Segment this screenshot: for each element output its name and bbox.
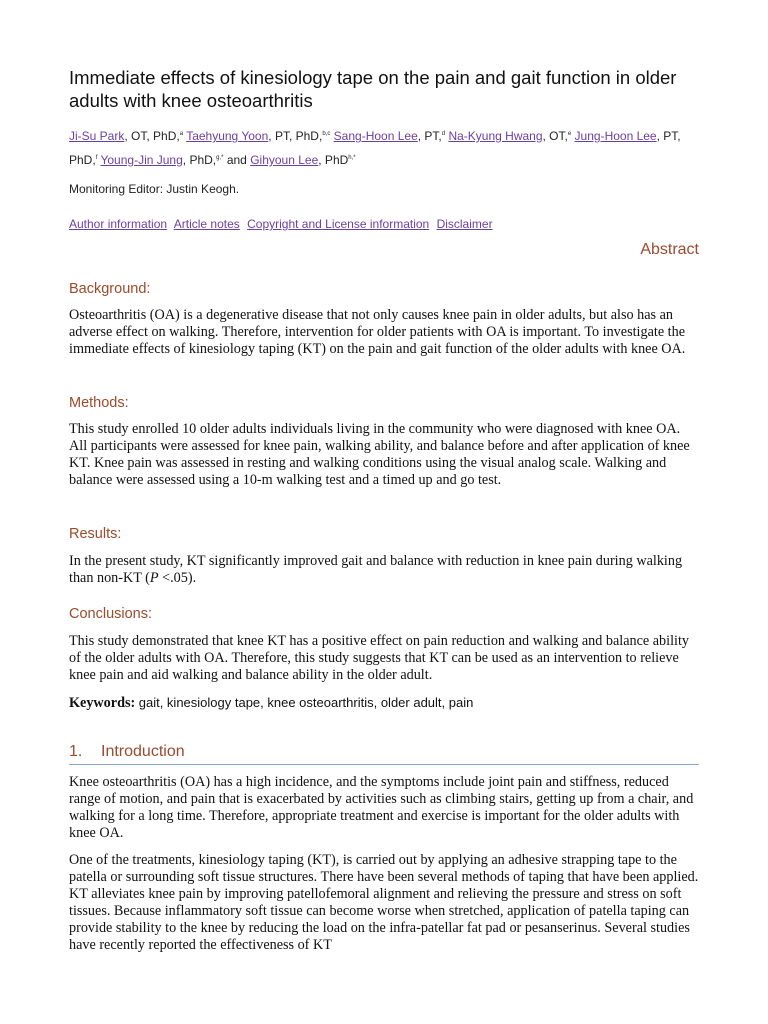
methods-heading: Methods: (69, 395, 129, 411)
author-link-hwang[interactable]: Na-Kyung Hwang (448, 129, 543, 143)
authors-and: and (226, 153, 247, 167)
author-link-yoon[interactable]: Taehyung Yoon (186, 129, 269, 143)
conclusions-text: This study demonstrated that knee KT has a positive effect on pain reduction and walking and balance ability of the older adults with OA. Therefore, this study suggests that KT can be used as an intervention to relieve knee pain and aid walking and balance ability in the older adult. (69, 633, 690, 683)
abstract-heading: Abstract (640, 241, 699, 258)
author-link-jung[interactable]: Young-Jin Jung (100, 153, 183, 167)
keywords-value: gait, kinesiology tape, knee osteoarthritis, older adult, pain (138, 695, 474, 710)
author-link-park[interactable]: Ji-Su Park (69, 129, 125, 143)
introduction-heading: 1. Introduction (69, 743, 699, 765)
article-title: Immediate effects of kinesiology tape on the pain and gait function in older adults with knee osteoarthritis (69, 67, 677, 111)
methods-text: This study enrolled 10 older adults individuals living in the community who were diagnosed with knee OA. All participants were assessed for knee pain, walking ability, and balance before and after application of knee KT. Knee pain was assessed in resting and walking conditions using the visual analog scale. Walking and balance were assessed using a 10-m walking test and a timed up and go test. (69, 421, 690, 488)
introduction-paragraph-2: One of the treatments, kinesiology taping (KT), is carried out by applying an adhesive strapping tape to the patella or surrounding soft tissue structures. There have been several methods of taping that have been applied. KT alleviates knee pain by improving patellofemoral alignment and relieving the pressure and stress on soft tissues. Because inflammatory soft tissue can become worse when stretched, application of patella taping can provide stability to the knee by reducing the load on the infra-patellar fat pad or pesanserinus. Several studies have recently reported the effectiveness of KT (69, 852, 699, 953)
keywords-label: Keywords: (69, 695, 136, 711)
background-text: Osteoarthritis (OA) is a degenerative disease that not only causes knee pain in older adults, but also has an adverse effect on walking. Therefore, intervention for older patients with OA is important. To investigate the immediate effects of kinesiology taping (KT) on the pain and gait function of the older adults with knee OA. (69, 307, 686, 357)
results-heading: Results: (69, 526, 122, 542)
author-link-jh-lee[interactable]: Jung-Hoon Lee (574, 129, 657, 143)
disclaimer-link[interactable]: Disclaimer (436, 217, 493, 231)
introduction-paragraph-1: Knee osteoarthritis (OA) has a high incidence, and the symptoms include joint pain and stiffness, reduced range of motion, and pain that is exacerbated by activities such as climbing stairs, getting up from a chair, and walking for a long time. Therefore, appropriate treatment and exercise is important for the older adults with knee OA. (69, 774, 694, 841)
copyright-link[interactable]: Copyright and License information (247, 217, 430, 231)
monitoring-editor: Monitoring Editor: Justin Keogh. (69, 182, 240, 196)
author-link-g-lee[interactable]: Gihyoun Lee (250, 153, 319, 167)
keywords (69, 694, 699, 712)
article-notes-link[interactable]: Article notes (173, 217, 240, 231)
author-link-sh-lee[interactable]: Sang-Hoon Lee (333, 129, 418, 143)
background-heading: Background: (69, 281, 151, 297)
author-list: Ji-Su Park, OT, PhD,$^a$ Taehyung Yoon, PT, PhD,$^{b,c}$ Sang-Hoon Lee, PT,$^d$ Na-Kyung Hwang, OT,$^e$ Jung-Hoon Lee, PT, PhD,$^f$ Young-Jin Jung, PhD,$^{g,*}$ and Gihyoun Lee, PhD$^{h,*}$ (69, 129, 681, 167)
results-text: In the present study, KT significantly improved gait and balance with reduction in knee pain during walking than non-KT (P <.05). (69, 553, 683, 586)
article-links (69, 217, 497, 231)
author-information-link[interactable]: Author information (69, 217, 168, 231)
conclusions-heading: Conclusions: (69, 606, 153, 622)
